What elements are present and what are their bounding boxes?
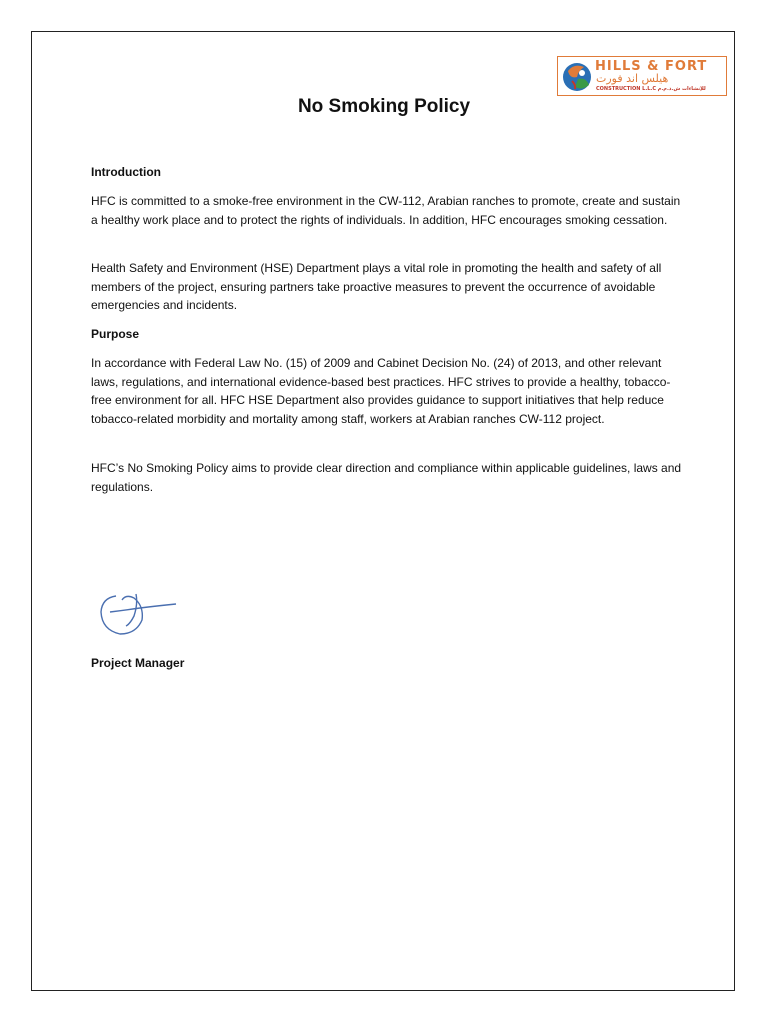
logo-english-text: HILLS & FORT <box>595 59 708 74</box>
signature-image <box>96 586 186 642</box>
logo-emblem-icon <box>558 57 598 97</box>
purpose-paragraph-1: In accordance with Federal Law No. (15) of 2009 and Cabinet Decision No. (24) of 2013, and other relevant laws, regulations, and international evidence-based best practices. HFC strives to provide a healthy, tobacco-free environment for all. HFC HSE Department also provides guidance to support initiatives that help reduce tobacco-related morbidity and mortality among staff, workers at Arabian ranches CW-112 project. <box>91 356 671 426</box>
purpose-paragraph-2: HFC’s No Smoking Policy aims to provide clear direction and compliance within applicable guidelines, laws and regulations. <box>91 461 682 494</box>
logo-subtitle-text: CONSTRUCTION L.L.C للإنشاءات ش.ذ.م.م <box>596 86 706 92</box>
introduction-heading: Introduction <box>91 165 161 179</box>
introduction-paragraph-1: HFC is committed to a smoke-free environment in the CW-112, Arabian ranches to promote, create and sustain a healthy work place and to protect the rights of individuals. In addition, HFC encourages smoking cessation. <box>91 194 681 227</box>
introduction-paragraph-2: Health Safety and Environment (HSE) Department plays a vital role in promoting the health and safety of all members of the project, ensuring partners take proactive measures to prevent the occurrence of avoidable emergencies and incidents. <box>91 261 662 312</box>
logo-arabic-text: هيلس اند فورت <box>596 72 669 85</box>
company-logo <box>557 56 727 96</box>
signatory-role: Project Manager <box>91 656 185 670</box>
purpose-heading: Purpose <box>91 327 140 341</box>
document-title: No Smoking Policy <box>297 96 471 117</box>
